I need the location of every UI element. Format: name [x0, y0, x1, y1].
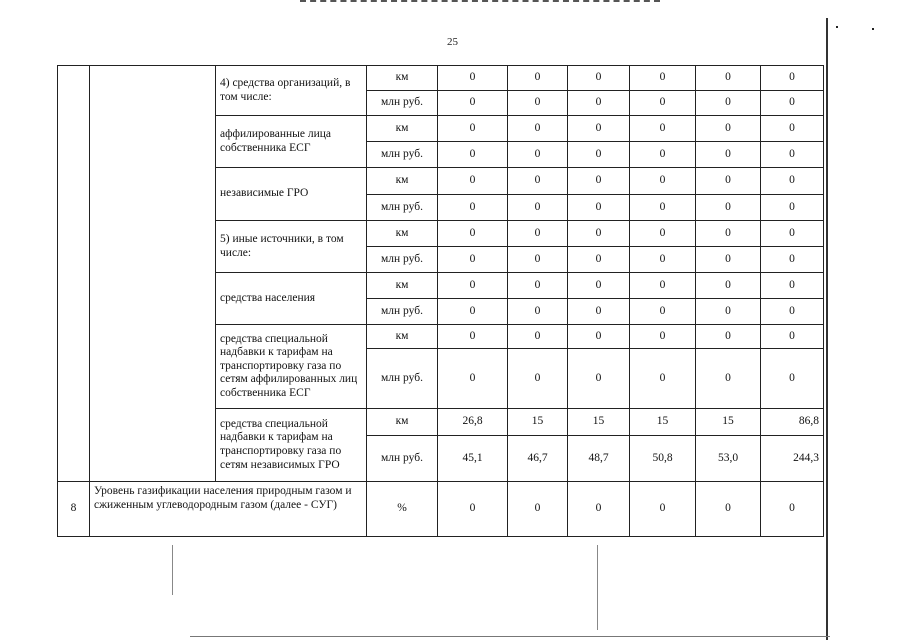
value-cell: 0 [696, 168, 761, 195]
value-cell: 0 [696, 273, 761, 299]
value-cell: 0 [761, 349, 824, 409]
value-cell: 15 [696, 409, 761, 436]
value-cell: 0 [761, 221, 824, 247]
unit-cell: км [367, 168, 438, 195]
value-cell: 0 [696, 116, 761, 142]
unit-cell: км [367, 221, 438, 247]
value-cell: 0 [568, 482, 630, 537]
scan-speck [836, 26, 838, 28]
value-cell: 0 [761, 66, 824, 91]
source-name-cell: независимые ГРО [216, 168, 367, 221]
value-cell: 244,3 [761, 436, 824, 482]
value-cell: 0 [438, 195, 508, 221]
value-cell: 0 [438, 221, 508, 247]
scan-speck [872, 28, 874, 30]
value-cell: 45,1 [438, 436, 508, 482]
indicator-description-cell: Уровень газификации населения природным газом и сжиженным углеводородным газом (далее - СУГ) [90, 482, 367, 537]
value-cell: 0 [438, 142, 508, 168]
value-cell: 0 [568, 66, 630, 91]
value-cell: 0 [630, 195, 696, 221]
value-cell: 0 [761, 116, 824, 142]
value-cell: 0 [696, 142, 761, 168]
value-cell: 0 [761, 142, 824, 168]
value-cell: 0 [508, 299, 568, 325]
row-number-cell [58, 66, 90, 482]
unit-cell: км [367, 66, 438, 91]
value-cell: 0 [508, 91, 568, 116]
table-body [58, 66, 824, 537]
page-number: 25 [447, 36, 458, 48]
unit-cell: км [367, 273, 438, 299]
value-cell: 0 [438, 482, 508, 537]
table-row [58, 482, 824, 537]
value-cell: 0 [630, 482, 696, 537]
value-cell: 0 [508, 116, 568, 142]
value-cell: 0 [568, 299, 630, 325]
value-cell: 15 [568, 409, 630, 436]
value-cell: 0 [696, 221, 761, 247]
value-cell: 0 [438, 168, 508, 195]
scan-artifact-line [172, 545, 173, 595]
source-name-cell: аффилированные лица собственника ЕСГ [216, 116, 367, 168]
unit-cell: млн руб. [367, 142, 438, 168]
value-cell: 0 [568, 221, 630, 247]
value-cell: 0 [508, 247, 568, 273]
value-cell: 0 [568, 168, 630, 195]
value-cell: 0 [630, 168, 696, 195]
scan-top-edge-mark [300, 0, 660, 4]
value-cell: 0 [630, 221, 696, 247]
value-cell: 0 [568, 116, 630, 142]
unit-cell: млн руб. [367, 436, 438, 482]
source-name-cell: 5) иные источники, в том числе: [216, 221, 367, 273]
value-cell: 0 [508, 168, 568, 195]
value-cell: 0 [630, 325, 696, 349]
value-cell: 0 [568, 247, 630, 273]
value-cell: 15 [508, 409, 568, 436]
value-cell: 0 [630, 142, 696, 168]
value-cell: 0 [630, 349, 696, 409]
value-cell: 48,7 [568, 436, 630, 482]
unit-cell: млн руб. [367, 349, 438, 409]
value-cell: 0 [508, 142, 568, 168]
value-cell: 0 [761, 168, 824, 195]
value-cell: 0 [630, 66, 696, 91]
value-cell: 0 [696, 247, 761, 273]
value-cell: 0 [438, 349, 508, 409]
unit-cell: км [367, 116, 438, 142]
unit-cell: млн руб. [367, 195, 438, 221]
value-cell: 0 [630, 116, 696, 142]
scan-artifact-line [597, 545, 598, 630]
unit-cell: млн руб. [367, 247, 438, 273]
value-cell: 0 [761, 91, 824, 116]
value-cell: 0 [761, 482, 824, 537]
value-cell: 0 [568, 91, 630, 116]
value-cell: 26,8 [438, 409, 508, 436]
value-cell: 0 [696, 66, 761, 91]
value-cell: 86,8 [761, 409, 824, 436]
value-cell: 0 [508, 66, 568, 91]
unit-cell: % [367, 482, 438, 537]
source-name-cell: средства специальной надбавки к тарифам на транспортировку газа по сетям аффилированных лиц собственника ЕСГ [216, 325, 367, 409]
value-cell: 50,8 [630, 436, 696, 482]
scan-bottom-edge [190, 636, 830, 637]
value-cell: 0 [438, 299, 508, 325]
value-cell: 0 [696, 325, 761, 349]
value-cell: 0 [508, 349, 568, 409]
value-cell: 0 [508, 195, 568, 221]
unit-cell: км [367, 325, 438, 349]
value-cell: 0 [438, 91, 508, 116]
unit-cell: млн руб. [367, 299, 438, 325]
value-cell: 0 [696, 195, 761, 221]
value-cell: 0 [761, 247, 824, 273]
value-cell: 0 [568, 325, 630, 349]
value-cell: 0 [438, 116, 508, 142]
value-cell: 0 [568, 195, 630, 221]
unit-cell: млн руб. [367, 91, 438, 116]
value-cell: 0 [438, 66, 508, 91]
value-cell: 46,7 [508, 436, 568, 482]
value-cell: 0 [630, 273, 696, 299]
value-cell: 0 [696, 349, 761, 409]
row-number-cell: 8 [58, 482, 90, 537]
value-cell: 0 [630, 299, 696, 325]
value-cell: 0 [508, 273, 568, 299]
scan-right-edge [826, 18, 828, 640]
source-name-cell: 4) средства организаций, в том числе: [216, 66, 367, 116]
value-cell: 0 [438, 247, 508, 273]
gasification-table [57, 65, 824, 537]
value-cell: 0 [568, 273, 630, 299]
value-cell: 15 [630, 409, 696, 436]
value-cell: 0 [761, 325, 824, 349]
value-cell: 0 [630, 247, 696, 273]
source-name-cell: средства специальной надбавки к тарифам на транспортировку газа по сетям независимых ГРО [216, 409, 367, 482]
value-cell: 0 [761, 195, 824, 221]
value-cell: 0 [761, 273, 824, 299]
value-cell: 0 [761, 299, 824, 325]
value-cell: 0 [696, 299, 761, 325]
source-name-cell: средства населения [216, 273, 367, 325]
table-row [58, 66, 824, 91]
value-cell: 0 [568, 349, 630, 409]
value-cell: 0 [696, 482, 761, 537]
value-cell: 0 [438, 273, 508, 299]
description-cell [90, 66, 216, 482]
value-cell: 0 [438, 325, 508, 349]
value-cell: 0 [508, 482, 568, 537]
unit-cell: км [367, 409, 438, 436]
value-cell: 53,0 [696, 436, 761, 482]
value-cell: 0 [508, 221, 568, 247]
value-cell: 0 [568, 142, 630, 168]
value-cell: 0 [508, 325, 568, 349]
value-cell: 0 [696, 91, 761, 116]
value-cell: 0 [630, 91, 696, 116]
